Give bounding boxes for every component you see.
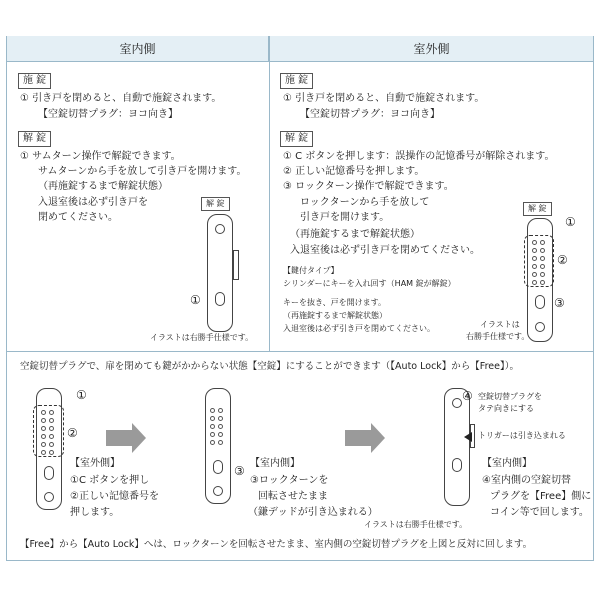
keypad-buttons (532, 240, 545, 285)
step1-circle-2: ② (67, 426, 78, 440)
left-unlock-line2: サムターンから手を放して引き戸を開けます。 (38, 166, 247, 177)
key-line3: （再施錠するまで解錠状態） (283, 311, 387, 320)
right-circle-3: ③ (554, 296, 565, 310)
step1-circle-1: ① (76, 388, 87, 402)
thumbturn-icon (215, 292, 225, 306)
step3-callout-2: タテ向きにする (478, 404, 534, 413)
left-unlock-title: 解 錠 (18, 131, 51, 147)
right-circle-1: ① (565, 215, 576, 229)
right-illus-note-2: 右勝手仕様です。 (466, 332, 530, 341)
key-line2: キーを抜き、戸を開けます。 (283, 298, 387, 307)
step2-title: 【室内側】 (250, 458, 300, 469)
step3-switch-plug-icon (452, 398, 462, 408)
left-illus-tag: 解 錠 (201, 197, 230, 211)
cylinder-icon (535, 322, 545, 332)
key-line1: シリンダーにキーを入れ回す（HAM 錠が解錠） (283, 279, 456, 288)
step3-circle-4: ④ (462, 389, 473, 403)
section-divider (7, 351, 593, 352)
step3-trigger-text: トリガーは引き込まれる (478, 431, 566, 440)
step2-ring-icon (213, 486, 223, 496)
right-unlock-line7: 入退室後は必ず引き戸を閉めてください。 (290, 245, 480, 256)
left-lock-line1: ① 引き戸を閉めると、自動で施錠されます。 (20, 93, 222, 104)
right-unlock-line2: ② 正しい記憶番号を押します。 (283, 166, 425, 177)
free-to-autolock-note: 【Free】から【Auto Lock】へは、ロックターンを回転させたまま、室内側の空錠切替プラグを上図と反対に回します。 (20, 539, 533, 550)
right-unlock-title: 解 錠 (280, 131, 313, 147)
column-divider (269, 36, 270, 351)
right-illus-tag: 解 錠 (523, 202, 552, 216)
trigger-arrow-icon (464, 432, 472, 442)
step1-lockturn-icon (44, 466, 54, 480)
right-unlock-line3: ③ ロックターン操作で解錠できます。 (283, 181, 454, 192)
bottom-illus-note: イラストは右勝手仕様です。 (364, 520, 468, 529)
left-illus-note: イラストは右勝手仕様です。 (150, 333, 254, 342)
step2-line1: ③ロックターンを (250, 475, 329, 486)
switch-plug-icon (215, 224, 225, 234)
step3-lockturn-icon (452, 458, 462, 472)
step1-line3: 押します。 (70, 507, 120, 518)
right-lock-title: 施 錠 (280, 73, 313, 89)
step2-line2: 回転させたまま (258, 491, 328, 502)
step2-lockturn-icon (213, 460, 223, 474)
left-unlock-line1: ① サムターン操作で解錠できます。 (20, 151, 181, 162)
right-lock-line1: ① 引き戸を閉めると、自動で施錠されます。 (283, 93, 485, 104)
step1-keypad-buttons (41, 410, 54, 455)
step1-line2: ②正しい記憶番号を (70, 491, 159, 502)
step1-title: 【室外側】 (70, 458, 120, 469)
step2-circle-3: ③ (234, 464, 245, 478)
outdoor-header: 室外側 (270, 36, 593, 62)
left-unlock-line5: 閉めてください。 (38, 212, 118, 223)
left-unlock-line3: （再施錠するまで解錠状態） (38, 181, 168, 192)
right-unlock-line4: ロックターンから手を放して (300, 197, 430, 208)
right-unlock-line5: 引き戸を開けます。 (300, 212, 390, 223)
right-circle-2: ② (557, 253, 568, 267)
step3-line1: ④室内側の空錠切替 (482, 475, 571, 486)
step3-line3: コイン等で回します。 (490, 507, 589, 518)
key-line4: 入退室後は必ず引き戸を閉めてください。 (283, 324, 435, 333)
step1-cylinder-icon (44, 492, 54, 502)
right-lock-line2: 【空錠切替プラグ：ヨコ向き】 (300, 109, 440, 120)
left-unlock-line4: 入退室後は必ず引き戸を (38, 197, 148, 208)
step3-line2: プラグを【Free】側に (490, 491, 592, 502)
right-illus-note-1: イラストは (480, 320, 520, 329)
step-arrow-2 (345, 430, 373, 446)
free-mode-intro: 空錠切替プラグで、扉を閉めても鍵がかからない状態【空錠】にすることができます（【Auto Lock】から【Free】）。 (20, 361, 519, 372)
left-lock-title: 施 錠 (18, 73, 51, 89)
step1-line1: ①C ボタンを押し (70, 475, 150, 486)
step3-title: 【室内側】 (482, 458, 532, 469)
step2-keypad-buttons (210, 408, 223, 445)
left-circle-1: ① (190, 293, 201, 307)
latch-icon (233, 250, 239, 280)
right-unlock-line6: （再施錠するまで解錠状態） (290, 229, 420, 240)
step3-callout-1: 空錠切替プラグを (478, 392, 542, 401)
step2-line3: （鎌デッドが引き込まれる） (248, 507, 378, 518)
indoor-header: 室内側 (7, 36, 269, 62)
left-lock-line2: 【空錠切替プラグ：ヨコ向き】 (38, 109, 178, 120)
right-unlock-line1: ① C ボタンを押します：誤操作の記憶番号が解除されます。 (283, 151, 555, 162)
step-arrow-1 (106, 430, 134, 446)
key-type-title: 【鍵付タイプ】 (283, 266, 339, 275)
lockturn-icon (535, 295, 545, 309)
